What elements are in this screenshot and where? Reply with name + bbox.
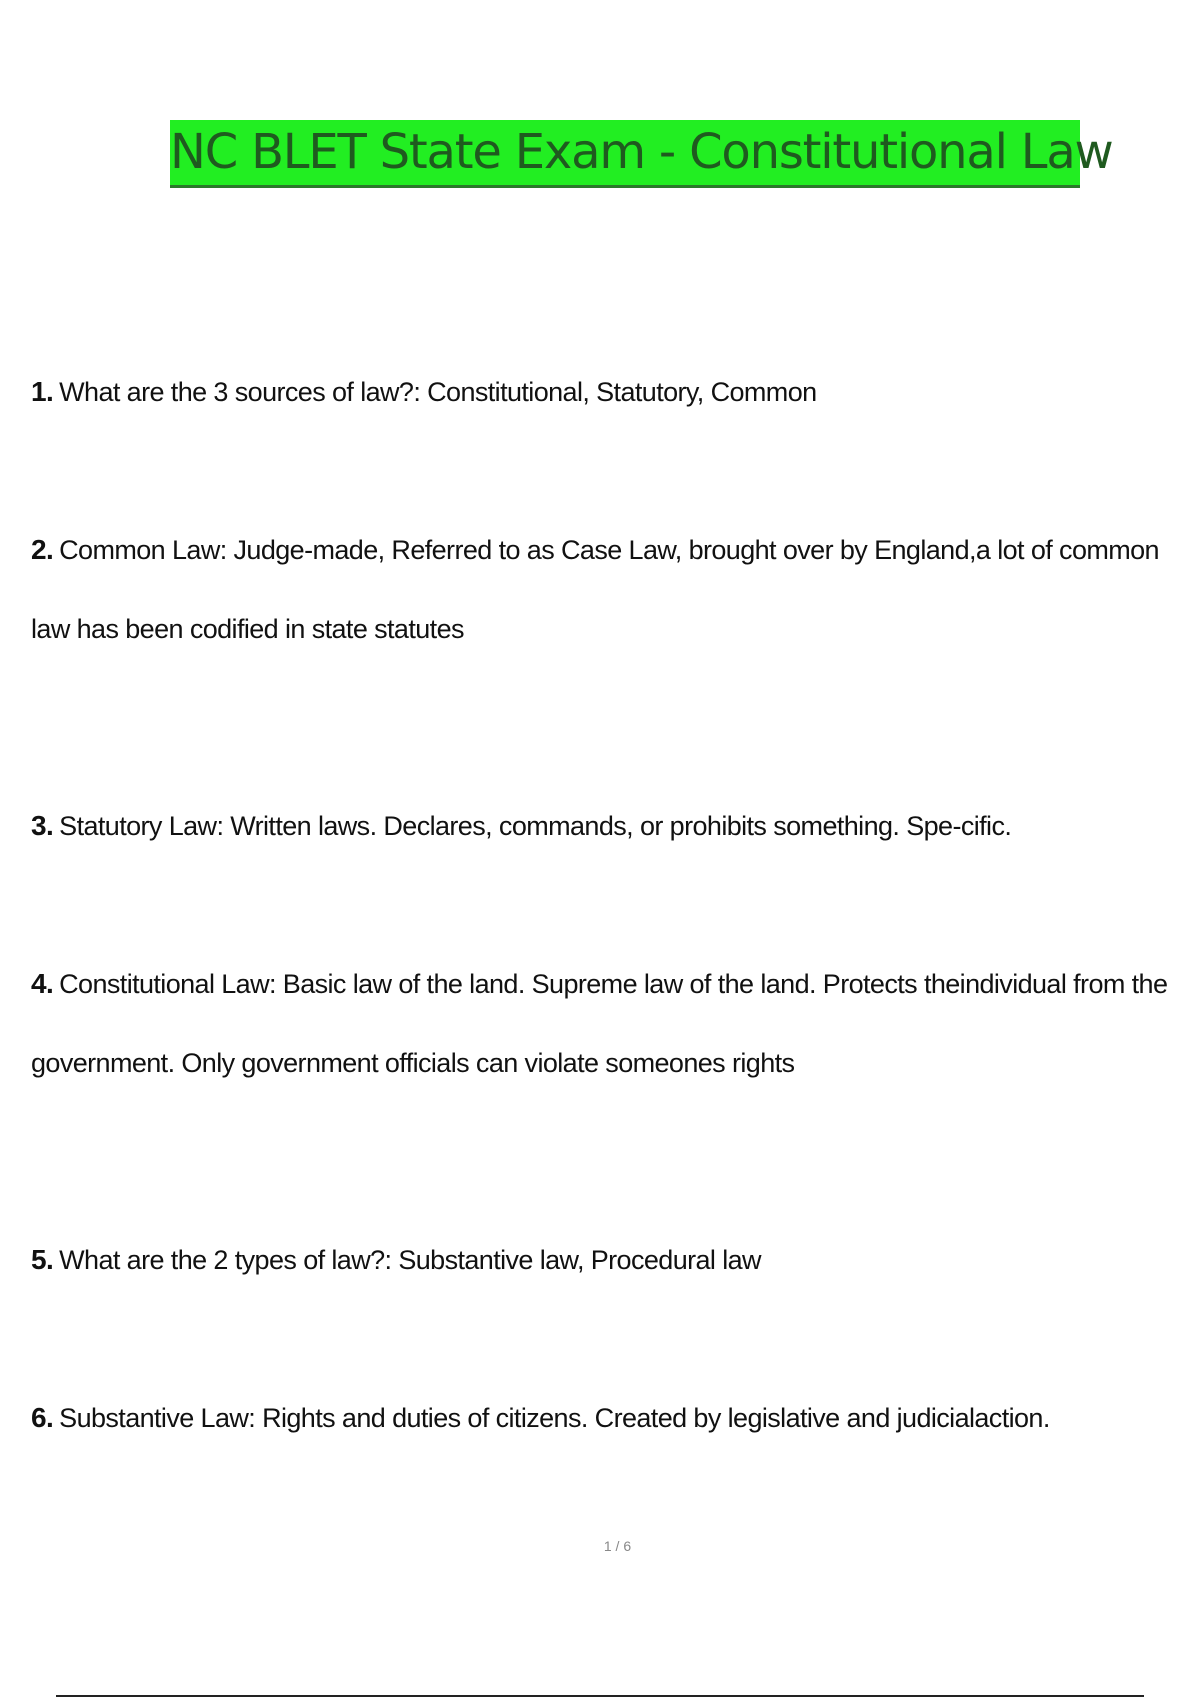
item-number: 6.: [31, 1402, 54, 1433]
item-text: Constitutional Law: Basic law of the land. Supreme law of the land. Protects theindividual from the government. Only government officials can violate someones rights: [31, 969, 1168, 1078]
item-text: Common Law: Judge-made, Referred to as Case Law, brought over by England,a lot of common law has been codified in state statutes: [31, 535, 1159, 644]
item-text: Substantive Law: Rights and duties of citizens. Created by legislative and judicialaction.: [59, 1403, 1050, 1433]
list-item: [31, 510, 1181, 669]
item-text: What are the 3 sources of law?: Constitutional, Statutory, Common: [59, 377, 817, 407]
item-number: 3.: [31, 810, 54, 841]
item-number: 1.: [31, 376, 54, 407]
item-number: 2.: [31, 534, 54, 565]
item-number: 4.: [31, 968, 54, 999]
item-number: 5.: [31, 1244, 54, 1275]
item-text: Statutory Law: Written laws. Declares, commands, or prohibits something. Spe-cific.: [59, 811, 1012, 841]
list-item: [31, 786, 1181, 866]
title-highlight: [170, 120, 1113, 188]
document-title: NC BLET State Exam - Constitutional Law: [170, 124, 1113, 180]
item-text: What are the 2 types of law?: Substantive law, Procedural law: [59, 1245, 761, 1275]
page-indicator: 1 / 6: [603, 1538, 632, 1554]
bottom-divider: [56, 1695, 1144, 1697]
list-item: [31, 352, 1181, 432]
list-item: [31, 944, 1181, 1103]
list-item: [31, 1378, 1181, 1458]
list-item: [31, 1220, 1181, 1300]
